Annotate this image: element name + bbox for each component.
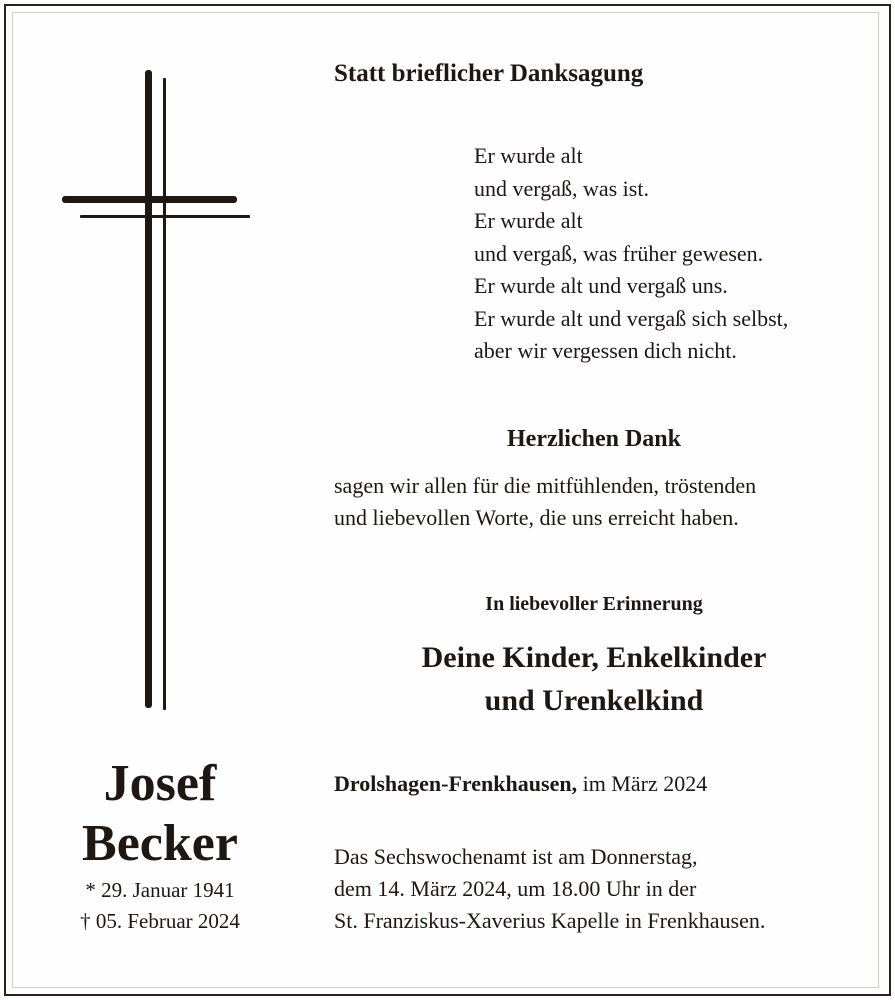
cross-icon — [60, 70, 255, 715]
poem — [474, 140, 788, 368]
poem-line: Er wurde alt und vergaß sich selbst, — [474, 305, 789, 331]
place: Drolshagen-Frenkhausen, — [334, 771, 578, 796]
service-line: St. Franziskus-Xaverius Kapelle in Frenkhausen. — [334, 908, 766, 933]
place-date — [334, 768, 707, 800]
deceased-last-name: Becker — [82, 815, 238, 872]
date: im März 2024 — [582, 771, 708, 796]
poem-line: und vergaß, was ist. — [474, 175, 649, 201]
thanks-title: Herzlichen Dank — [507, 426, 681, 452]
thanks-line: sagen wir allen für die mitfühlenden, tröstenden — [334, 473, 757, 498]
family-line: Deine Kinder, Enkelkinder — [421, 641, 767, 674]
poem-line: aber wir vergessen dich nicht. — [474, 338, 737, 363]
cross-vertical-line — [163, 78, 166, 710]
service-line: dem 14. März 2024, um 18.00 Uhr in der — [334, 876, 697, 901]
service-info — [334, 841, 765, 937]
memory-intro: In liebevoller Erinnerung — [485, 593, 703, 615]
cross-vertical-bar — [145, 70, 152, 708]
poem-line: und vergaß, was früher gewesen. — [474, 240, 764, 266]
deceased-first-name: Josef — [103, 755, 217, 812]
thanks-text — [334, 470, 756, 534]
poem-line: Er wurde alt — [474, 208, 583, 233]
poem-line: Er wurde alt und vergaß uns. — [474, 273, 728, 298]
thanks-line: und liebevollen Worte, die uns erreicht haben. — [334, 505, 739, 530]
death-date: † 05. Februar 2024 — [80, 909, 240, 933]
poem-line: Er wurde alt — [474, 143, 583, 168]
cross-horizontal-bar — [62, 196, 237, 203]
cross-horizontal-line — [80, 215, 250, 218]
page-title: Statt brieflicher Danksagung — [334, 60, 644, 87]
birth-date: * 29. Januar 1941 — [85, 878, 235, 902]
family-line: und Urenkelkind — [484, 684, 704, 717]
service-line: Das Sechswochenamt ist am Donnerstag, — [334, 844, 698, 869]
